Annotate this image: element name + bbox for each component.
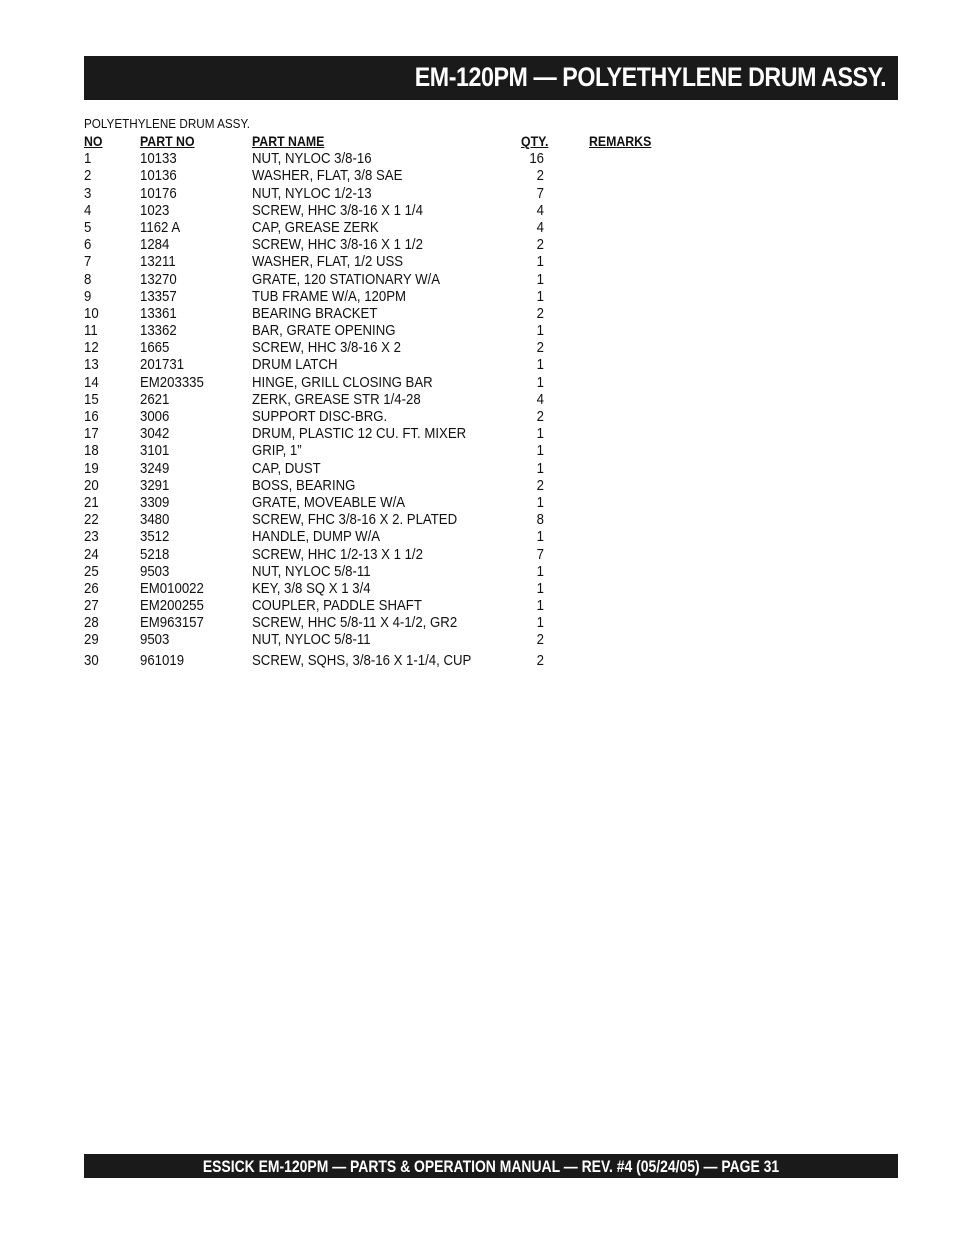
table-header-row [84,133,684,150]
cell-qty: 1 [536,528,544,546]
table-row [84,391,684,408]
cell-part-no: 3512 [140,528,170,546]
table-row [84,580,684,597]
table-row [84,477,684,494]
cell-part-name: SCREW, HHC 1/2-13 X 1 1/2 [252,545,423,563]
cell-part-name: DRUM, PLASTIC 12 CU. FT. MIXER [252,425,467,443]
table-body [84,150,684,669]
table-row [84,546,684,563]
cell-part-name: SCREW, HHC 3/8-16 X 2 [252,339,401,357]
section-label: POLYETHYLENE DRUM ASSY. [84,116,251,131]
table-row [84,460,684,477]
header-remarks: REMARKS [589,133,652,149]
cell-qty: 16 [529,150,544,168]
cell-part-name: HINGE, GRILL CLOSING BAR [252,373,433,391]
cell-no: 27 [84,597,99,615]
cell-part-no: 961019 [140,651,185,669]
cell-part-name: BOSS, BEARING [252,476,356,494]
cell-part-no: 10176 [140,184,177,202]
cell-part-name: WASHER, FLAT, 3/8 SAE [252,167,403,185]
cell-part-name: COUPLER, PADDLE SHAFT [252,597,422,615]
cell-no: 23 [84,528,99,546]
table-row [84,167,684,184]
cell-part-no: 1023 [140,201,170,219]
cell-part-no: 13361 [140,304,177,322]
cell-qty: 2 [536,631,544,649]
table-row [84,356,684,373]
cell-no: 22 [84,511,99,529]
cell-part-name: GRATE, MOVEABLE W/A [252,493,406,511]
cell-part-no: 9503 [140,631,170,649]
cell-no: 5 [84,218,92,236]
cell-qty: 7 [536,184,544,202]
cell-no: 1 [84,150,92,168]
cell-no: 14 [84,373,99,391]
table-row [84,236,684,253]
table-row [84,631,684,648]
cell-no: 29 [84,631,99,649]
cell-part-name: GRATE, 120 STATIONARY W/A [252,270,441,288]
header-part-no: PART NO [140,133,195,149]
cell-qty: 2 [536,408,544,425]
cell-no: 16 [84,408,99,425]
cell-qty: 2 [536,339,544,357]
cell-no: 6 [84,236,92,254]
table-row [84,652,684,669]
cell-no: 8 [84,270,92,288]
table-row [84,322,684,339]
cell-part-name: CAP, DUST [252,459,321,477]
cell-part-name: ZERK, GREASE STR 1/4-28 [252,390,421,408]
cell-part-name: SUPPORT DISC-BRG. [252,408,388,425]
table-row [84,150,684,167]
cell-part-no: 10133 [140,150,177,168]
cell-part-name: KEY, 3/8 SQ X 1 3/4 [252,579,371,597]
cell-part-no: 1284 [140,236,170,254]
cell-part-name: SCREW, HHC 5/8-11 X 4-1/2, GR2 [252,614,458,632]
cell-part-name: NUT, NYLOC 5/8-11 [252,631,371,649]
table-row [84,511,684,528]
cell-part-name: HANDLE, DUMP W/A [252,528,381,546]
cell-qty: 2 [536,651,544,669]
cell-part-no: 3480 [140,511,170,529]
cell-no: 11 [84,322,98,340]
table-row [84,614,684,631]
cell-no: 10 [84,304,99,322]
header-part-name: PART NAME [252,133,325,149]
cell-no: 13 [84,356,99,374]
cell-no: 24 [84,545,99,563]
cell-part-no: 10136 [140,167,177,185]
cell-qty: 1 [536,459,544,477]
table-row [84,374,684,391]
cell-part-name: TUB FRAME W/A, 120PM [252,287,407,305]
cell-no: 9 [84,287,92,305]
cell-part-name: WASHER, FLAT, 1/2 USS [252,253,404,271]
cell-part-no: 13211 [140,253,176,271]
cell-qty: 2 [536,304,544,322]
cell-part-no: 3042 [140,425,170,443]
table-row [84,288,684,305]
cell-qty: 1 [536,270,544,288]
cell-part-no: 3309 [140,493,170,511]
cell-no: 4 [84,201,92,219]
cell-part-no: 1162 A [140,218,181,236]
cell-qty: 1 [536,253,544,271]
table-row [84,528,684,545]
table-row [84,494,684,511]
cell-part-name: CAP, GREASE ZERK [252,218,379,236]
cell-no: 26 [84,579,99,597]
page-title: EM-120PM — POLYETHYLENE DRUM ASSY. [414,62,886,92]
cell-qty: 1 [536,425,544,443]
cell-no: 12 [84,339,99,357]
table-row [84,408,684,425]
table-row [84,339,684,356]
cell-part-no: 13362 [140,322,177,340]
cell-qty: 1 [536,442,544,460]
cell-no: 28 [84,614,99,632]
cell-qty: 7 [536,545,544,563]
cell-no: 21 [84,493,99,511]
cell-no: 17 [84,425,99,443]
cell-part-name: GRIP, 1” [252,442,302,460]
cell-part-no: EM203335 [140,373,204,391]
cell-no: 3 [84,184,92,202]
cell-part-no: EM200255 [140,597,204,615]
cell-part-no: 3101 [140,442,170,460]
cell-part-no: 5218 [140,545,170,563]
cell-part-no: 3249 [140,459,170,477]
page-header [84,56,898,100]
cell-part-no: 13357 [140,287,177,305]
cell-qty: 1 [536,579,544,597]
cell-qty: 1 [536,322,544,340]
cell-qty: 1 [536,493,544,511]
table-row [84,253,684,270]
table-row [84,442,684,459]
cell-qty: 1 [536,597,544,615]
table-row [84,219,684,236]
cell-no: 18 [84,442,99,460]
cell-qty: 2 [536,236,544,254]
cell-qty: 1 [536,356,544,374]
cell-part-no: 9503 [140,562,170,580]
cell-qty: 2 [536,476,544,494]
footer-text: ESSICK EM-120PM — PARTS & OPERATION MANUAL — REV. #4 (05/24/05) — PAGE 31 [202,1157,780,1176]
cell-qty: 4 [536,201,544,219]
page-footer [84,1154,898,1178]
cell-part-name: BAR, GRATE OPENING [252,322,396,340]
parts-table [84,133,684,669]
cell-qty: 4 [536,218,544,236]
cell-part-name: DRUM LATCH [252,356,338,374]
cell-part-name: SCREW, FHC 3/8-16 X 2. PLATED [252,511,458,529]
cell-no: 7 [84,253,92,271]
cell-no: 20 [84,476,99,494]
cell-no: 25 [84,562,99,580]
header-no: NO [84,133,103,149]
cell-qty: 1 [536,562,544,580]
table-row [84,563,684,580]
cell-qty: 2 [536,167,544,185]
table-row [84,202,684,219]
cell-qty: 1 [536,614,544,632]
cell-qty: 1 [536,373,544,391]
cell-part-no: 3291 [140,476,170,494]
cell-part-no: 1665 [140,339,170,357]
cell-no: 30 [84,651,99,669]
cell-part-name: NUT, NYLOC 5/8-11 [252,562,371,580]
table-row [84,271,684,288]
cell-part-no: 201731 [140,356,185,374]
cell-no: 15 [84,390,99,408]
cell-part-no: 13270 [140,270,177,288]
cell-part-name: SCREW, SQHS, 3/8-16 X 1-1/4, CUP [252,651,472,669]
table-row [84,185,684,202]
table-row [84,305,684,322]
cell-part-name: NUT, NYLOC 3/8-16 [252,150,372,168]
table-row [84,597,684,614]
cell-part-name: BEARING BRACKET [252,304,378,322]
cell-part-name: NUT, NYLOC 1/2-13 [252,184,372,202]
cell-part-name: SCREW, HHC 3/8-16 X 1 1/2 [252,236,423,254]
cell-qty: 8 [536,511,544,529]
cell-part-no: 2621 [140,390,170,408]
cell-no: 2 [84,167,92,185]
cell-qty: 1 [536,287,544,305]
cell-part-no: EM010022 [140,579,204,597]
table-row [84,425,684,442]
header-qty: QTY. [521,133,549,149]
cell-part-no: EM963157 [140,614,204,632]
cell-no: 19 [84,459,99,477]
cell-qty: 4 [536,390,544,408]
cell-part-name: SCREW, HHC 3/8-16 X 1 1/4 [252,201,423,219]
cell-part-no: 3006 [140,408,170,425]
